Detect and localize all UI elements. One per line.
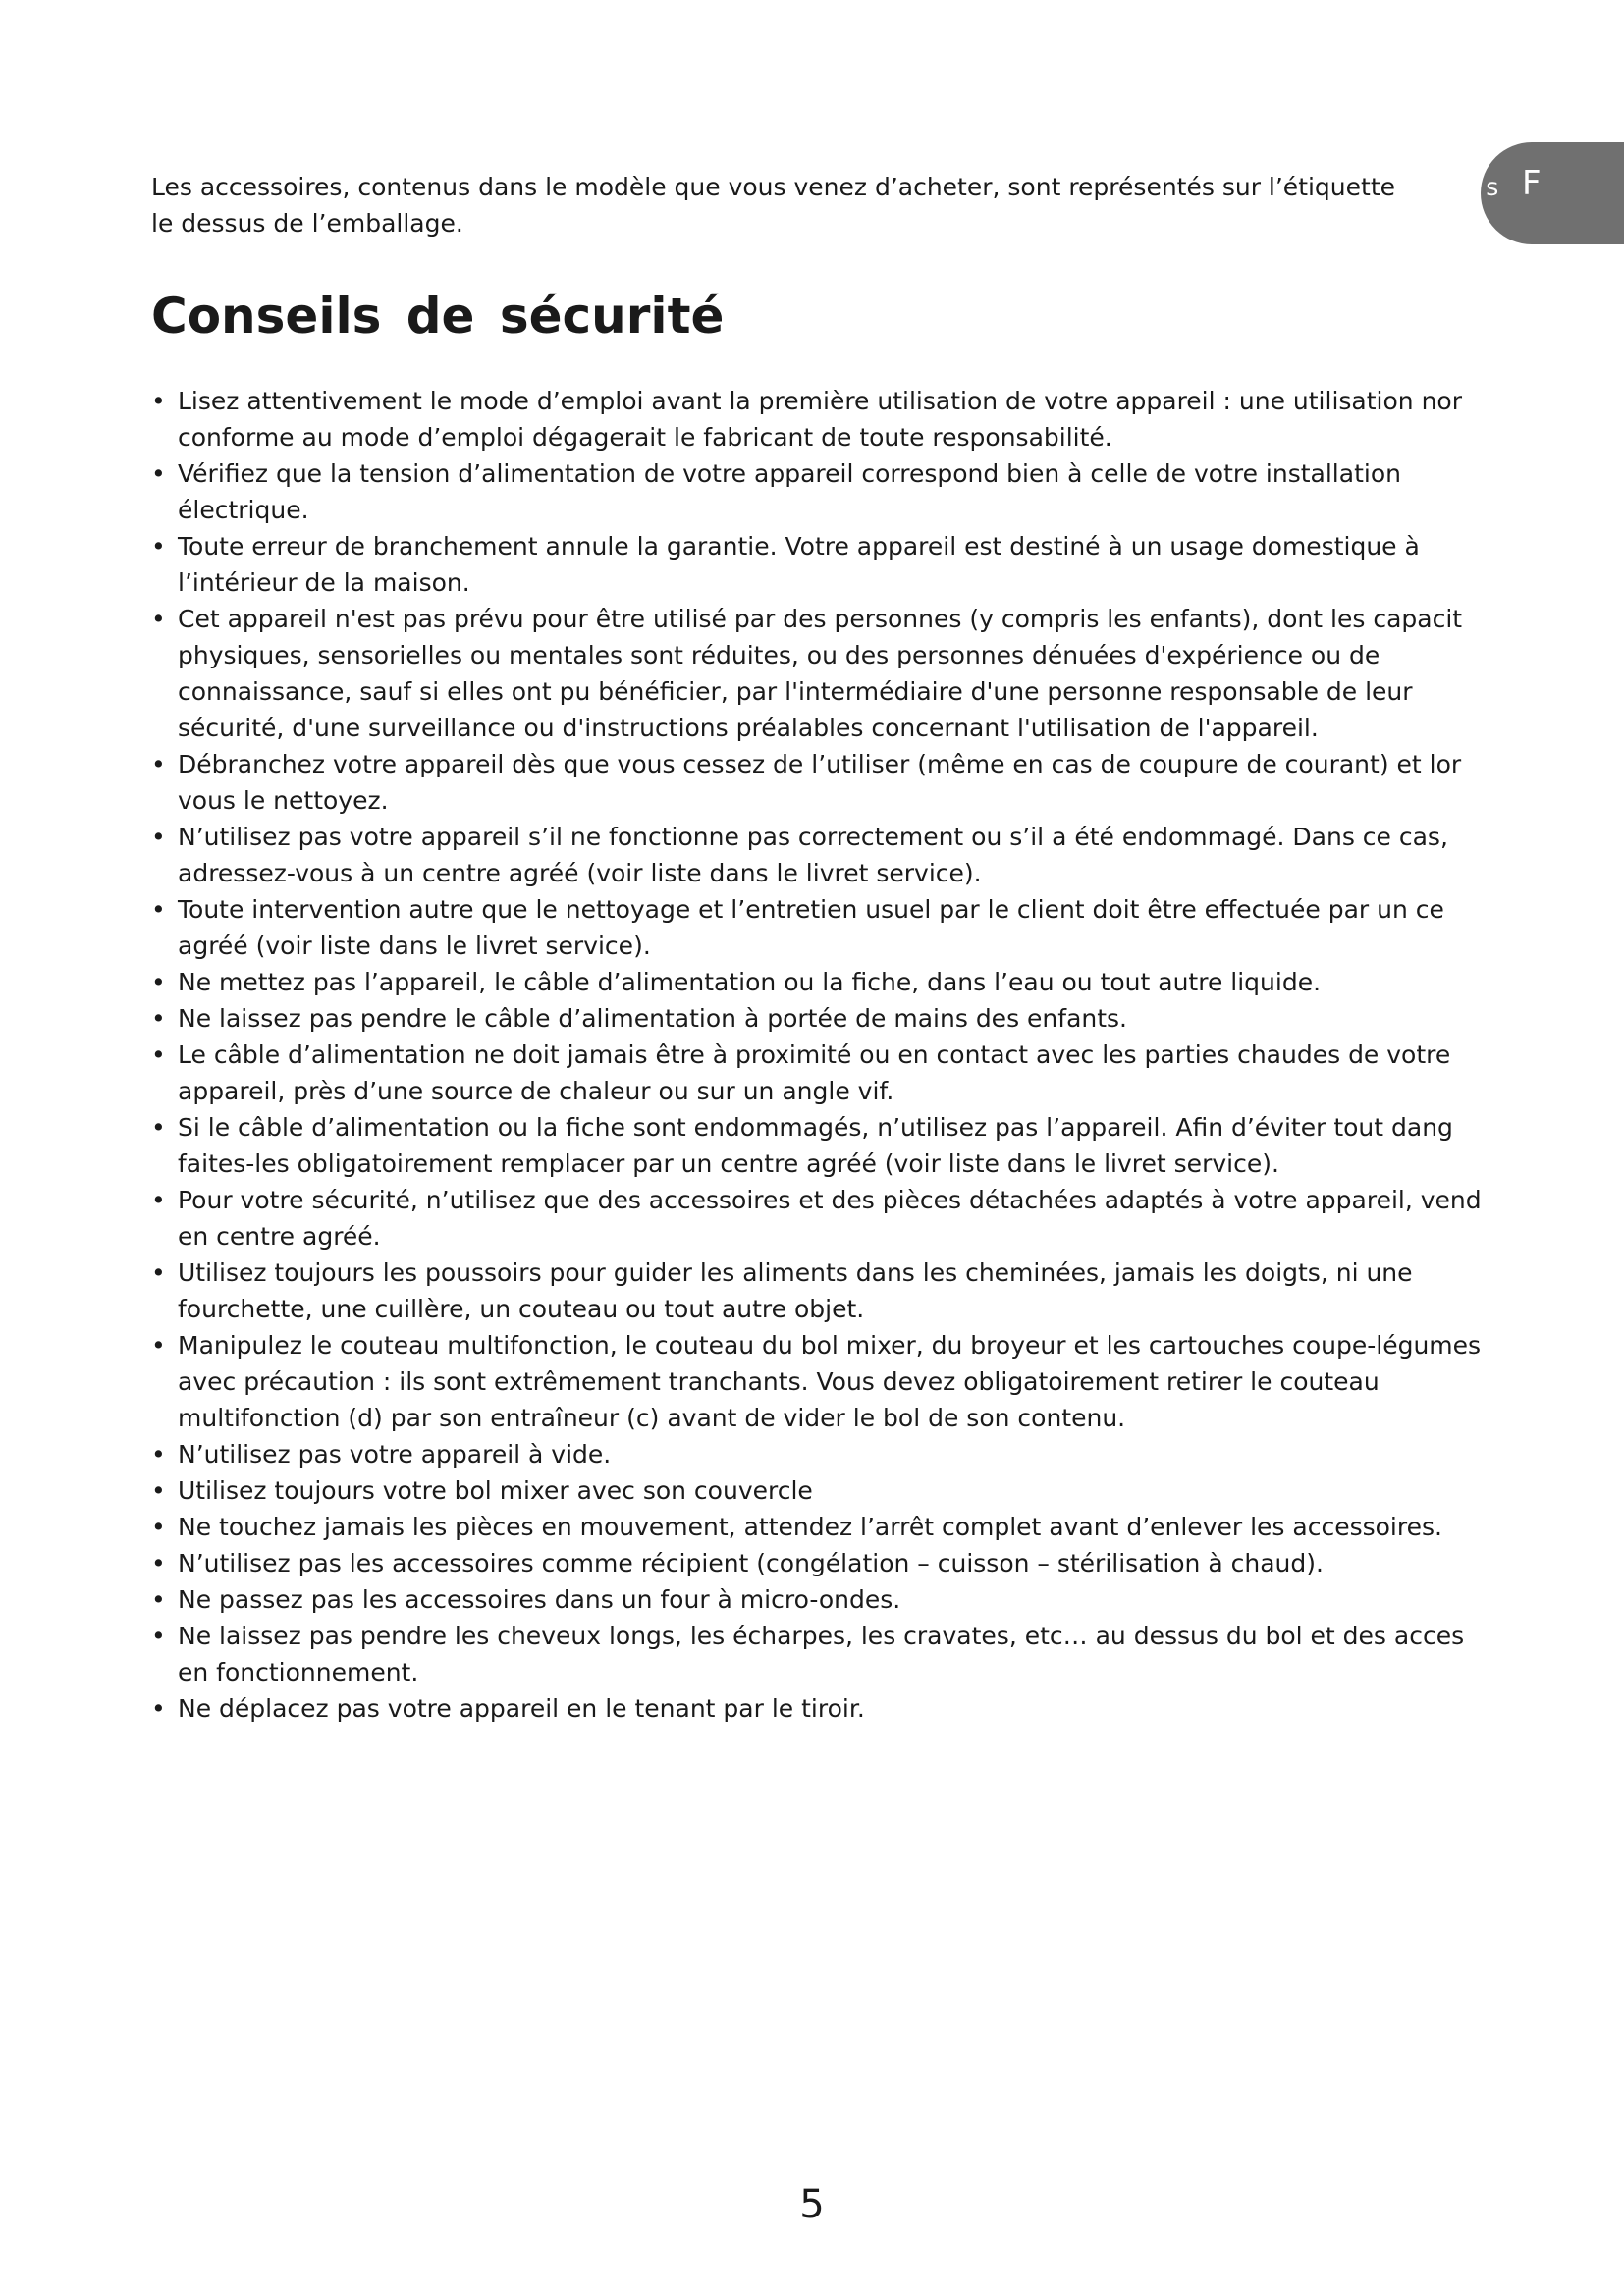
page-title: Conseils de sécurité [151,288,725,345]
safety-item-text-line: fourchette, une cuillère, un couteau ou tout autre objet. [178,1295,865,1323]
safety-item-text-line: Ne laissez pas pendre le câble d’alimentation à portée de mains des enfants. [178,1004,1128,1033]
intro-line-2: le dessus de l’emballage. [151,209,463,238]
safety-item-text-line: électrique. [178,496,309,524]
bullet-icon: • [151,1258,166,1287]
safety-item-text-line: Ne déplacez pas votre appareil en le tenant par le tiroir. [178,1694,865,1723]
bullet-icon: • [151,1549,166,1577]
safety-item [151,601,1624,746]
safety-item-text-line: Débranchez votre appareil dès que vous cessez de l’utiliser (même en cas de coupure de courant) et lor [178,750,1462,778]
safety-item-text-line: N’utilisez pas votre appareil à vide. [178,1440,612,1468]
safety-item-text-line: Ne passez pas les accessoires dans un four à micro-ondes. [178,1585,901,1614]
safety-item-text-line: N’utilisez pas les accessoires comme récipient (congélation – cuisson – stérilisation à chaud). [178,1549,1324,1577]
safety-item-text-line: Pour votre sécurité, n’utilisez que des accessoires et des pièces détachées adaptés à votre appareil, vend [178,1186,1482,1214]
safety-item [151,1509,1624,1545]
safety-item-text-line: physiques, sensorielles ou mentales sont réduites, ou des personnes dénuées d'expérience ou de [178,641,1380,669]
safety-item-text-line: Toute erreur de branchement annule la garantie. Votre appareil est destiné à un usage domestique à [178,532,1420,561]
safety-item-text-line: Ne laissez pas pendre les cheveux longs, les écharpes, les cravates, etc… au dessus du bol et des acces [178,1622,1465,1650]
bullet-icon: • [151,1041,166,1069]
safety-item-text-line: Ne mettez pas l’appareil, le câble d’alimentation ou la fiche, dans l’eau ou tout autre liquide. [178,968,1322,996]
safety-item [151,819,1624,891]
safety-item-text-line: en fonctionnement. [178,1658,419,1686]
bullet-icon: • [151,1694,166,1723]
safety-item-text-line: adressez-vous à un centre agréé (voir liste dans le livret service). [178,859,982,887]
safety-item-text-line: l’intérieur de la maison. [178,568,470,597]
bullet-icon: • [151,823,166,851]
safety-item [151,1327,1624,1436]
safety-item-text-line: Ne touchez jamais les pièces en mouvement, attendez l’arrêt complet avant d’enlever les accessoires. [178,1513,1442,1541]
bullet-icon: • [151,1331,166,1360]
bullet-icon: • [151,1004,166,1033]
bullet-icon: • [151,1440,166,1468]
safety-item [151,746,1624,819]
safety-item [151,1472,1624,1509]
safety-advice-list [151,383,1624,1727]
safety-item-text-line: N’utilisez pas votre appareil s’il ne fonctionne pas correctement ou s’il a été endommagé. Dans ce cas, [178,823,1448,851]
safety-item-text-line: agréé (voir liste dans le livret service). [178,932,651,960]
bullet-icon: • [151,532,166,561]
intro-line-1-continuation: située s [1402,173,1499,201]
bullet-icon: • [151,1113,166,1142]
safety-item-text-line: Toute intervention autre que le nettoyage et l’entretien usuel par le client doit être effectuée par un ce [178,895,1444,924]
bullet-icon: • [151,968,166,996]
intro-line-1: Les accessoires, contenus dans le modèle que vous venez d’acheter, sont représentés sur l’étiquette [151,173,1403,201]
safety-item-text-line: faites-les obligatoirement remplacer par un centre agréé (voir liste dans le livret service). [178,1149,1279,1178]
bullet-icon: • [151,1585,166,1614]
safety-item [151,891,1624,964]
safety-item [151,1581,1624,1618]
bullet-icon: • [151,750,166,778]
safety-item-text-line: Vérifiez que la tension d’alimentation de votre appareil correspond bien à celle de votre installation [178,459,1401,488]
safety-item-text-line: en centre agréé. [178,1222,381,1251]
safety-item-text-line: appareil, près d’une source de chaleur ou sur un angle vif. [178,1077,894,1105]
safety-item [151,1000,1624,1037]
safety-item [151,964,1624,1000]
safety-item-text-line: connaissance, sauf si elles ont pu bénéficier, par l'intermédiaire d'une personne responsable de leur [178,677,1413,706]
bullet-icon: • [151,1186,166,1214]
safety-item [151,455,1624,528]
bullet-icon: • [151,895,166,924]
bullet-icon: • [151,459,166,488]
bullet-icon: • [151,605,166,633]
safety-item [151,528,1624,601]
safety-item [151,1690,1624,1727]
safety-item [151,1255,1624,1327]
safety-item [151,1182,1624,1255]
safety-item [151,1545,1624,1581]
language-tab-letter: F [1522,164,1542,203]
safety-item [151,1436,1624,1472]
safety-item-text-line: Lisez attentivement le mode d’emploi avant la première utilisation de votre appareil : une utilisation nor [178,387,1462,415]
bullet-icon: • [151,1476,166,1505]
safety-item [151,383,1624,455]
safety-item [151,1109,1624,1182]
safety-item-text-line: Manipulez le couteau multifonction, le couteau du bol mixer, du broyeur et les cartouches coupe-légumes [178,1331,1482,1360]
safety-item-text-line: Utilisez toujours les poussoirs pour guider les aliments dans les cheminées, jamais les doigts, ni une [178,1258,1413,1287]
bullet-icon: • [151,1622,166,1650]
intro-paragraph [151,169,1585,241]
safety-item-text-line: conforme au mode d’emploi dégagerait le fabricant de toute responsabilité. [178,423,1112,452]
safety-item-text-line: multifonction (d) par son entraîneur (c) avant de vider le bol de son contenu. [178,1404,1126,1432]
page-number: 5 [799,2182,825,2227]
bullet-icon: • [151,387,166,415]
safety-item-text-line: sécurité, d'une surveillance ou d'instructions préalables concernant l'utilisation de l'appareil. [178,714,1319,742]
bullet-icon: • [151,1513,166,1541]
safety-item [151,1037,1624,1109]
safety-item-text-line: vous le nettoyez. [178,786,389,815]
safety-item-text-line: Cet appareil n'est pas prévu pour être utilisé par des personnes (y compris les enfants), dont les capacit [178,605,1463,633]
safety-item-text-line: Si le câble d’alimentation ou la fiche sont endommagés, n’utilisez pas l’appareil. Afin d’éviter tout dang [178,1113,1453,1142]
safety-item [151,1618,1624,1690]
safety-item-text-line: Utilisez toujours votre bol mixer avec son couvercle [178,1476,813,1505]
safety-item-text-line: Le câble d’alimentation ne doit jamais être à proximité ou en contact avec les parties chaudes de votre [178,1041,1451,1069]
safety-item-text-line: avec précaution : ils sont extrêmement tranchants. Vous devez obligatoirement retirer le couteau [178,1367,1380,1396]
